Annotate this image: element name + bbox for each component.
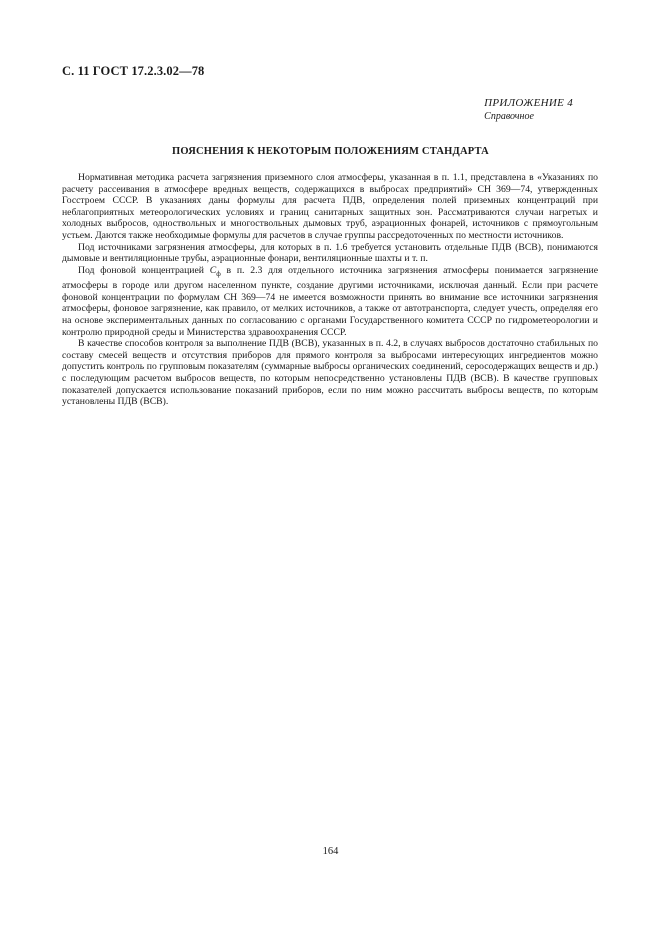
paragraph-3-pre: Под фоновой концентрацией <box>78 264 210 276</box>
background-concentration-subscript: ф <box>216 269 221 278</box>
appendix-type: Справочное <box>484 111 534 122</box>
appendix-label: ПРИЛОЖЕНИЕ 4 <box>484 97 573 109</box>
section-title: ПОЯСНЕНИЯ К НЕКОТОРЫМ ПОЛОЖЕНИЯМ СТАНДАРТА <box>172 146 489 157</box>
paragraph-3 <box>62 265 598 339</box>
background-concentration-symbol: C <box>209 264 217 276</box>
paragraph-3-post: в п. 2.3 для отдельного источника загрязнения атмосферы понимается загрязнение атмосферы в городе или другом населенном пункте, создание другими источниками, исключая данный. Если при расчете фоновой концентрации по формулам СН 369—74 не имеется возможности принять во внимание все источники загрязнения атмосферы, фоновое загрязнение, как правило, от мелких источников, а также от автотранспорта, следует учесть, определяя его на основе экспериментальных данных по согласованию с органами Государственного комитета СССР по гидрометеорологии и контролю природной среды и Министерства здравоохранения СССР. <box>62 264 599 338</box>
body-text <box>62 172 598 408</box>
paragraph-4: В качестве способов контроля за выполнение ПДВ (ВСВ), указанных в п. 4.2, в случаях выбросов достаточно стабильных по составу смесей веществ и отсутствия приборов для прямого контроля за выбросами интересующих ингредиентов можно допустить контроль по групповым показателям (суммарные выбросы органических соединений, серосодержащих веществ и др.) с последующим расчетом выбросов веществ, по которым непосредственно установлены ПДВ (ВСВ). В качестве групповых показателей допускается использование показаний приборов, если по ним можно рассчитать выбросы веществ, по которым установлены ПДВ (ВСВ). <box>62 338 598 408</box>
page-number: 164 <box>322 846 339 857</box>
paragraph-2: Под источниками загрязнения атмосферы, для которых в п. 1.6 требуется установить отдельные ПДВ (ВСВ), понимаются дымовые и вентиляционные трубы, аэрационные фонари, вентиляционные шахты и т. п. <box>62 241 598 265</box>
appendix-block <box>484 97 573 123</box>
paragraph-1: Нормативная методика расчета загрязнения приземного слоя атмосферы, указанная в п. 1.1, представлена в «Указаниях по расчету рассеивания в атмосфере вредных веществ, содержащихся в выбросах предприятий» СН 369—74, утвержденных Госстроем СССР. В указаниях даны формулы для расчета ПДВ, определения полей приземных концентраций при неблагоприятных метеорологических условиях и границ санитарных защитных зон. Рассматриваются случаи нагретых и холодных выбросов, одноствольных и многоствольных дымовых труб, аэрационных фонарей, источников с прямоугольным устьем. Даются также необходимые формулы для расчетов в случае группы рассредоточенных по местности источников. <box>62 172 598 241</box>
page-header-doc-ref: С. 11 ГОСТ 17.2.3.02—78 <box>62 64 205 78</box>
